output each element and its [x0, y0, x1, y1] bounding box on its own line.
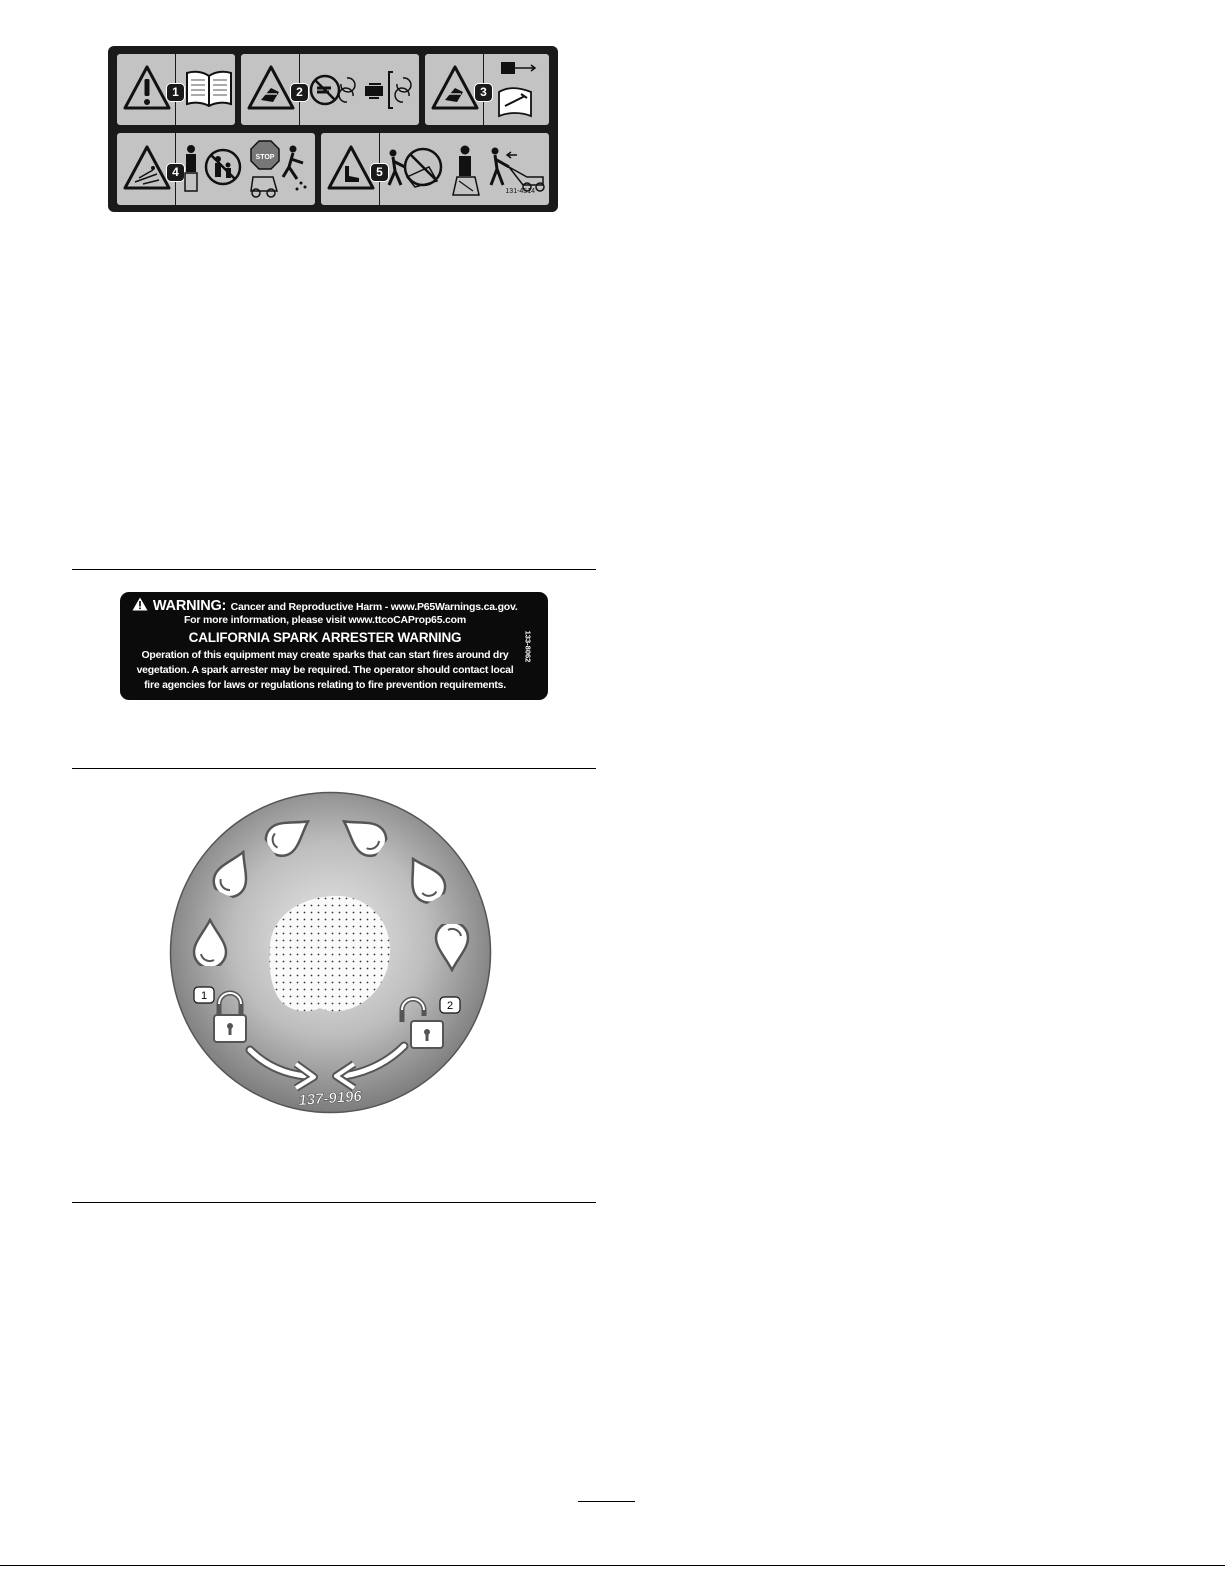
hand-blade-icon	[363, 68, 415, 112]
decal-137-9196	[168, 790, 493, 1115]
callout-1: 1	[166, 83, 185, 102]
decal-panel-4	[116, 132, 316, 206]
no-pulling-backward-icon	[385, 141, 443, 197]
decal-panel-2	[240, 53, 420, 126]
section-divider	[72, 768, 596, 769]
warning-triangle-icon	[132, 597, 148, 611]
decal-131-4514	[108, 46, 558, 212]
stop-sign-text: STOP	[255, 154, 275, 161]
thrown-object-hazard-icon	[123, 144, 171, 192]
stop-sign-icon	[247, 139, 311, 201]
body-line: fire agencies for laws or regulations relating to fire prevention requirements.	[144, 679, 506, 691]
keep-bystanders-away-icon	[183, 143, 245, 197]
decal-title: CALIFORNIA SPARK ARRESTER WARNING	[188, 630, 462, 645]
hand-cut-hazard-icon	[247, 64, 295, 112]
foot-cut-hazard-icon	[327, 144, 375, 192]
section-divider	[72, 569, 596, 570]
page-bottom-rule	[0, 1565, 1225, 1566]
callout-1-text: 1	[200, 990, 208, 1002]
part-number: 131-4514	[505, 188, 535, 195]
part-number: 133-8062	[523, 630, 533, 663]
decal-panel-3	[424, 53, 550, 126]
decal-133-8062	[120, 592, 548, 700]
body-line: Operation of this equipment may create sparks that can start fires around dry	[141, 649, 509, 661]
callout-4: 4	[166, 163, 185, 182]
part-number: 137-9196	[297, 1087, 363, 1110]
warning-word: WARNING:	[152, 598, 227, 614]
no-hand-near-blade-icon	[309, 68, 359, 112]
callout-3: 3	[474, 83, 493, 102]
section-divider	[72, 1202, 596, 1203]
warning-text: Cancer and Reproductive Harm - www.P65Warnings.ca.gov.	[230, 601, 518, 613]
page-footer-line	[578, 1501, 635, 1502]
warning-row	[130, 597, 520, 615]
body-line: vegetation. A spark arrester may be required. The operator should contact local	[136, 664, 514, 676]
callout-2: 2	[290, 83, 309, 102]
warning-triangle-icon	[123, 64, 171, 112]
disconnect-spark-plug-icon	[491, 58, 545, 122]
info-text: For more information, please visit www.ttcoCAProp65.com	[183, 614, 467, 626]
decal-panel-1	[116, 53, 236, 126]
read-manual-icon	[185, 68, 233, 108]
callout-5: 5	[370, 163, 389, 182]
hand-cut-hazard-icon	[431, 64, 479, 112]
callout-2-text: 2	[446, 1000, 454, 1012]
person-icon	[449, 143, 483, 197]
decal-panel-5	[320, 132, 550, 206]
